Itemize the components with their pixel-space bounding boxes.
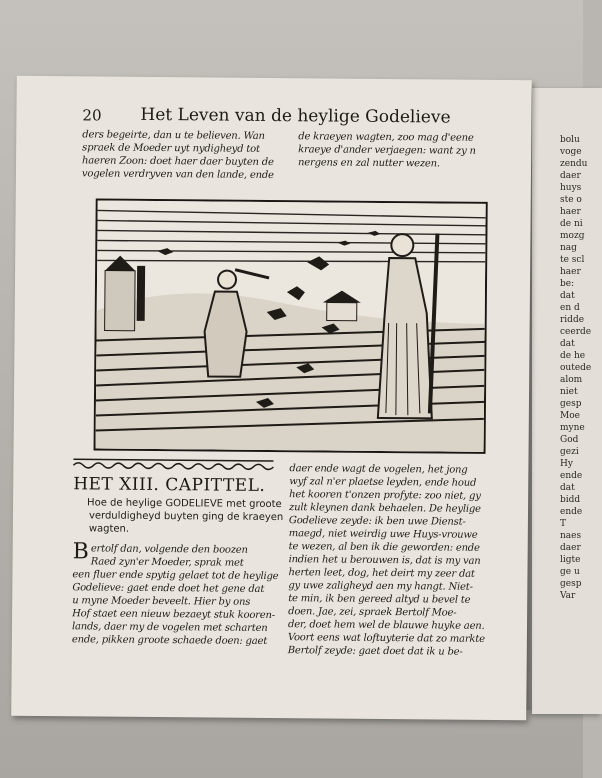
text-line: kraeye d'ander verjaegen: want zy n — [298, 144, 476, 157]
next-page-fragment: ende — [560, 471, 583, 481]
text-line: daer ende wagt de vogelen, het jong — [289, 463, 468, 476]
text-line: te wezen, al ben ik die geworden: ende — [288, 541, 480, 554]
next-page-fragment: myne — [560, 423, 585, 433]
text-line: lands, daer my de vogelen met scharten — [71, 621, 268, 634]
text-line: zult kleynen dank behaelen. De heylige — [288, 502, 481, 515]
next-page-fragment: ligte — [560, 555, 581, 565]
text-line: het kooren t'onzen profyte: zoo niet, gy — [289, 489, 481, 502]
drop-cap: B — [72, 539, 89, 565]
next-page-fragment: gesp — [560, 579, 582, 589]
next-page-fragment: God — [560, 435, 579, 445]
next-page-fragment: en d — [560, 303, 580, 313]
summary-line: Hoe de heylige GODELIEVE met groote — [87, 497, 282, 511]
next-page-fragment: ende — [560, 507, 583, 517]
top-left-column — [82, 128, 294, 182]
next-page-fragment: ridde — [560, 315, 585, 325]
text-line: te min, ik ben gereed altyd u bevel te — [288, 593, 471, 606]
text-line: indien het u berouwen is, dat is my van — [288, 554, 481, 567]
next-page-fragment: alom — [560, 375, 583, 385]
next-page-fragment: outede — [560, 363, 592, 373]
text-line: een fluer ende spytig gelaet tot de heylige — [72, 569, 279, 583]
next-page-fragment: gesp — [560, 399, 582, 409]
text-line: gy uwe zaligheyd aen my hangt. Niet- — [288, 580, 473, 593]
next-page-fragment: niet — [560, 387, 578, 397]
woodcut-illustration — [94, 198, 488, 453]
text-line: herten leet, dog, het deirt my zeer dat — [288, 567, 475, 580]
chapter-summary — [87, 496, 284, 537]
text-line: Bertolf zeyde: gaet doet dat ik u be- — [287, 645, 463, 658]
ornament-rule — [73, 456, 273, 472]
next-page-fragment: voge — [560, 147, 582, 157]
next-page-fragment: gezi — [560, 447, 579, 457]
text-line: de kraeyen wagten, zoo mag d'eene — [298, 131, 474, 144]
next-page-fragment: Hy — [560, 459, 573, 469]
next-page-fragment: ste o — [560, 195, 582, 205]
next-page-fragment: zendu — [560, 159, 588, 169]
text-line: haeren Zoon: doet haer daer buyten de — [82, 155, 274, 169]
book-page — [11, 76, 532, 720]
next-page-fragment: daer — [560, 171, 581, 181]
text-line: doen. Jae, zei, spraek Bertolf Moe- — [288, 606, 457, 619]
next-page-fragment: de he — [560, 351, 586, 361]
next-page-fragment: te scl — [560, 255, 585, 265]
text-line: nergens en zal nutter wezen. — [298, 157, 440, 170]
next-page-fragment: ge u — [560, 567, 580, 577]
text-line: Voort eens wat loftuyterie dat zo markte — [287, 632, 485, 645]
text-line: vogelen verdryven van den lande, ende — [81, 168, 274, 182]
text-line: u myne Moeder beveelt. Hier by ons — [72, 595, 251, 608]
text-line: maegd, niet weirdig uwe Huys-vrouwe — [288, 528, 478, 541]
body-right-column — [288, 462, 502, 659]
text-line: ders begeirte, dan u te believen. Wan — [82, 129, 265, 142]
next-page-fragment: dat — [560, 483, 575, 493]
text-line: ertolf dan, volgende den boozen — [90, 543, 248, 556]
top-right-column — [298, 130, 510, 171]
next-page-fragment: Var — [560, 591, 576, 601]
next-page-fragment: daer — [560, 543, 581, 553]
next-page-fragment: haer — [560, 267, 581, 277]
next-page-fragment: be: — [560, 279, 575, 289]
next-page-fragment: huys — [560, 183, 582, 193]
text-line: spraek de Moeder uyt nydigheyd tot — [82, 142, 260, 155]
next-page-fragment: ceerde — [560, 327, 592, 337]
text-line: Hof staet een nieuw bezaeyt stuk kooren- — [72, 608, 275, 622]
body-left-column — [71, 539, 285, 648]
next-page-fragment: mozg — [560, 231, 585, 241]
woodcut-scene — [96, 200, 486, 451]
next-page-fragment: naes — [560, 531, 582, 541]
next-page-fragment: bidd — [560, 495, 581, 505]
page-number: 20 — [82, 106, 102, 125]
next-page-edge — [532, 88, 602, 714]
summary-line: verduldigheyd buyten ging de kraeyen — [88, 510, 284, 524]
summary-line: wagten. — [88, 523, 130, 535]
text-line: wyf zal n'er plaetse leyden, ende houd — [289, 476, 477, 489]
text-line: der, doet hem wel de blauwe huyke aen. — [287, 619, 485, 632]
next-page-fragment: bolu — [560, 135, 580, 145]
next-page-fragment: dat — [560, 339, 575, 349]
next-page-fragment: haer — [560, 207, 581, 217]
text-line: Godelieve: gaet ende doet het gene dat — [72, 582, 265, 595]
next-page-fragment: Moe — [560, 411, 580, 421]
next-page-fragment: dat — [560, 291, 575, 301]
text-line: ende, pikken groote schaede doen: gaet — [71, 634, 268, 647]
text-line: Godelieve zeyde: ik ben uwe Dienst- — [288, 515, 466, 528]
next-page-fragment: de ni — [560, 219, 583, 229]
next-page-fragment: T — [560, 519, 567, 529]
chapter-title: HET XIII. CAPITTEL. — [73, 474, 266, 496]
text-line: Raed zyn'er Moeder, sprak met — [90, 556, 244, 569]
running-title: Het Leven van de heylige Godelieve — [140, 104, 451, 128]
next-page-fragment: nag — [560, 243, 577, 253]
